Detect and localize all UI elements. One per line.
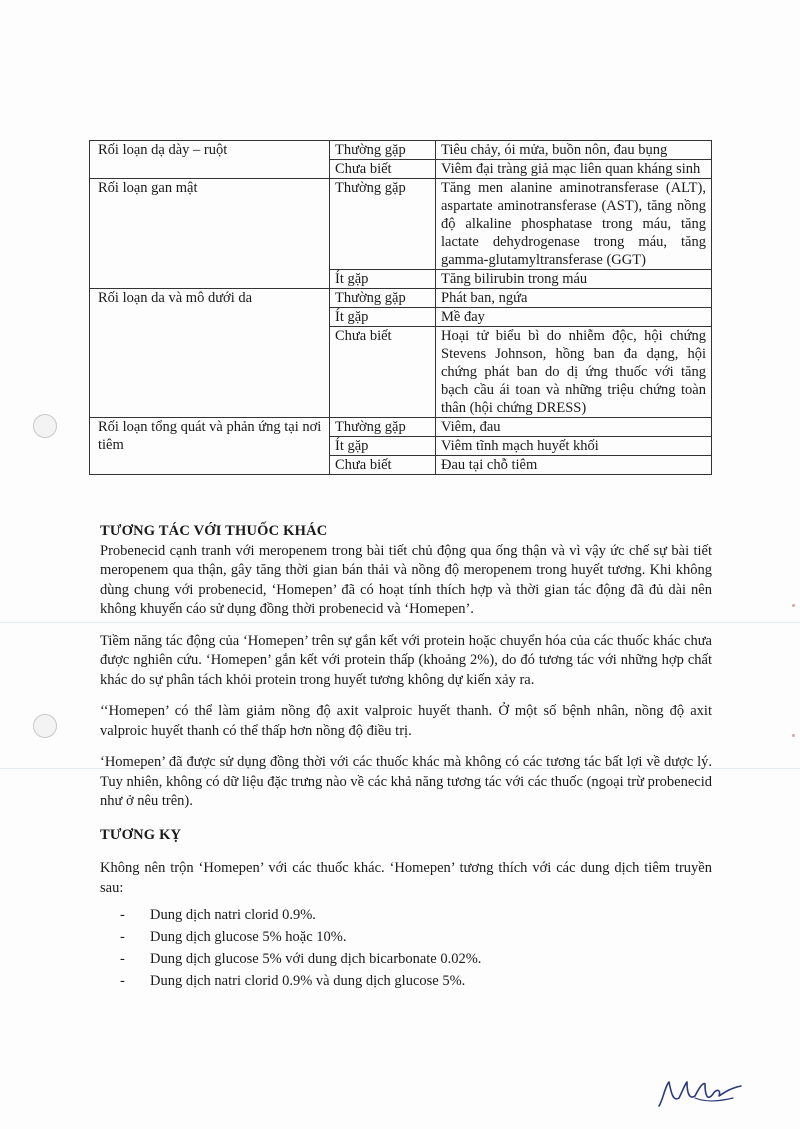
paragraph: ‘‘Homepen’ có thể làm giảm nồng độ axit valproic huyết thanh. Ở một số bệnh nhân, nồng độ axit valproic huyết thanh có thể thấp hơn nồng độ điều trị. xyxy=(100,703,712,739)
frequency-cell: Chưa biết xyxy=(330,160,436,179)
list-item-text: Dung dịch glucose 5% hoặc 10%. xyxy=(150,929,347,945)
solution-list xyxy=(100,904,712,992)
organ-group-cell: Rối loạn tổng quát và phản ứng tại nơi tiêm xyxy=(90,418,330,475)
list-bullet: - xyxy=(120,951,125,967)
organ-group-cell: Rối loạn da và mô dưới da xyxy=(90,289,330,418)
effect-cell: Tăng men alanine aminotransferase (ALT), aspartate aminotransferase (AST), tăng nồng độ alkaline phosphatase trong máu, tăng lactate dehydrogenase trong máu, tăng gamma-glutamyltransferase (GGT) xyxy=(436,179,712,270)
document-body xyxy=(100,522,712,992)
effect-cell: Tăng bilirubin trong máu xyxy=(436,270,712,289)
effect-cell: Đau tại chỗ tiêm xyxy=(436,456,712,475)
punch-hole-top xyxy=(33,414,57,438)
frequency-cell: Thường gặp xyxy=(330,141,436,160)
paragraph: ‘Homepen’ đã được sử dụng đồng thời với các thuốc khác mà không có các tương tác bất lợi về dược lý. Tuy nhiên, không có dữ liệu đặc trưng nào về các khả năng tương tác với các thuốc (ngoại trừ probenecid như ở nêu trên). xyxy=(100,754,712,809)
incompatibilities-heading: TƯƠNG KỴ xyxy=(100,826,182,843)
paragraph: Không nên trộn ‘Homepen’ với các thuốc khác. ‘Homepen’ tương thích với các dung dịch tiêm truyền sau: xyxy=(100,860,712,896)
frequency-cell: Thường gặp xyxy=(330,289,436,308)
table-row xyxy=(90,289,712,308)
frequency-cell: Thường gặp xyxy=(330,418,436,437)
effect-cell: Viêm tĩnh mạch huyết khối xyxy=(436,437,712,456)
effect-cell: Hoại tử biểu bì do nhiễm độc, hội chứng Stevens Johnson, hồng ban đa dạng, hội chứng phát ban do dị ứng thuốc với tăng bạch cầu ái toan và những triệu chứng toàn thân (hội chứng DRESS) xyxy=(436,327,712,418)
list-item-text: Dung dịch glucose 5% với dung dịch bicarbonate 0.02%. xyxy=(150,951,482,967)
list-item xyxy=(120,904,712,926)
paragraph: Tiềm năng tác động của ‘Homepen’ trên sự gắn kết với protein hoặc chuyển hóa của các thuốc khác chưa được nghiên cứu. ‘Homepen’ gắn kết với protein thấp (khoảng 2%), do đó tương tác với những hợp chất khác do sự phân tách khỏi protein trong huyết tương không dự kiến xảy ra. xyxy=(100,632,712,688)
frequency-cell: Ít gặp xyxy=(330,270,436,289)
organ-group-cell: Rối loạn gan mật xyxy=(90,179,330,289)
list-bullet: - xyxy=(120,973,125,989)
table-row xyxy=(90,141,712,160)
paragraph: Probenecid cạnh tranh với meropenem trong bài tiết chủ động qua ống thận và vì vậy ức chế sự bài tiết meropenem qua thận, gây tăng thời gian bán thải và nồng độ meropenem trong huyết tương. Khi không dùng chung với probenecid, ‘Homepen’ đã có hoạt tính thích hợp và thời gian tác động đã đủ dài nên không khuyến cáo sử dụng đồng thời probenecid và ‘Homepen’. xyxy=(100,542,712,617)
list-item xyxy=(120,926,712,948)
table-row xyxy=(90,179,712,270)
effect-cell: Mề đay xyxy=(436,308,712,327)
list-item xyxy=(120,948,712,970)
table-row xyxy=(90,418,712,437)
frequency-cell: Chưa biết xyxy=(330,456,436,475)
list-bullet: - xyxy=(120,907,125,923)
organ-group-cell: Rối loạn dạ dày – ruột xyxy=(90,141,330,179)
effect-cell: Tiêu chảy, ói mửa, buồn nôn, đau bụng xyxy=(436,141,712,160)
list-item xyxy=(120,970,712,992)
list-bullet: - xyxy=(120,929,125,945)
list-item-text: Dung dịch natri clorid 0.9%. xyxy=(150,907,316,923)
effect-cell: Phát ban, ngứa xyxy=(436,289,712,308)
effect-cell: Viêm đại tràng giả mạc liên quan kháng sinh xyxy=(436,160,712,179)
frequency-cell: Ít gặp xyxy=(330,308,436,327)
effect-cell: Viêm, đau xyxy=(436,418,712,437)
frequency-cell: Chưa biết xyxy=(330,327,436,418)
interactions-heading: TƯƠNG TÁC VỚI THUỐC KHÁC xyxy=(100,523,328,539)
punch-hole-bottom xyxy=(33,714,57,738)
frequency-cell: Ít gặp xyxy=(330,437,436,456)
handwritten-signature xyxy=(655,1072,745,1112)
list-item-text: Dung dịch natri clorid 0.9% và dung dịch glucose 5%. xyxy=(150,973,466,989)
side-effects-table xyxy=(89,140,712,475)
scan-speck xyxy=(792,734,795,737)
scan-speck xyxy=(792,604,795,607)
frequency-cell: Thường gặp xyxy=(330,179,436,270)
